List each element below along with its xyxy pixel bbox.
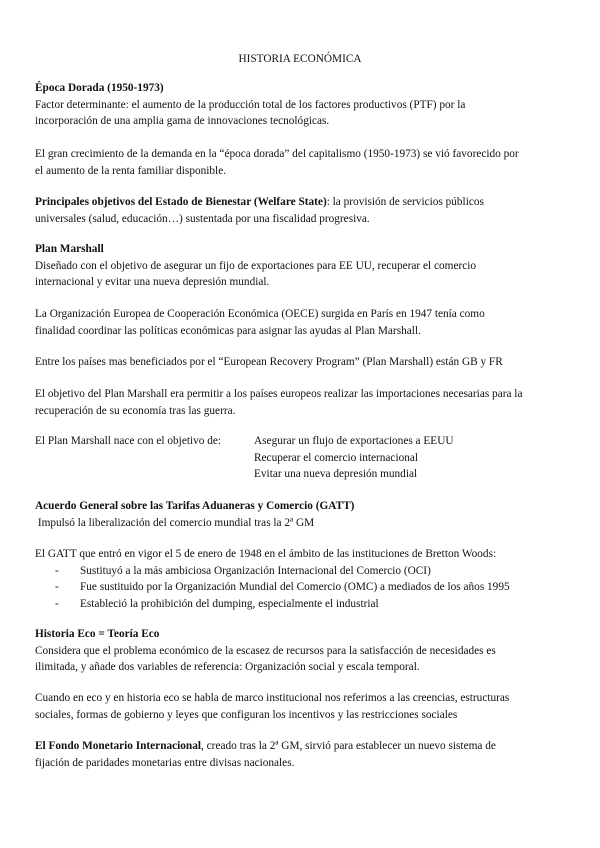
paragraph-fmi xyxy=(35,738,569,771)
bullet-dash: - xyxy=(55,597,59,610)
heading-historia-eco: Historia Eco = Teoría Eco xyxy=(35,628,160,640)
list-item xyxy=(35,579,569,596)
section-epoca-dorada xyxy=(35,80,569,130)
paragraph-marco-institucional xyxy=(35,690,569,723)
bold-term-fmi: El Fondo Monetario Internacional xyxy=(35,740,202,752)
paragraph-estado-bienestar xyxy=(35,194,569,227)
objective-item: Evitar una nueva depresión mundial xyxy=(254,468,418,480)
paragraph-line: Diseñado con el objetivo de asegurar un fijo de exportaciones para EE UU, recuperar el comercio xyxy=(35,259,477,272)
heading-plan-marshall: Plan Marshall xyxy=(35,243,104,255)
paragraph-line xyxy=(35,738,569,755)
paragraph-line: Entre los países mas beneficiados por el “European Recovery Program” (Plan Marshall) están GB y FR xyxy=(35,356,503,368)
paragraph-line: el aumento de la renta familiar disponible. xyxy=(35,164,227,177)
list-item-text: Fue sustituido por la Organización Mundial del Comercio (OMC) a mediados de los años 1995 xyxy=(80,581,510,593)
paragraph-line: Impulsó la liberalización del comercio mundial tras la 2ª GM xyxy=(35,516,315,529)
bullet-dash: - xyxy=(55,564,59,577)
list-item xyxy=(35,563,569,580)
paragraph-line: finalidad coordinar las políticas económicas para asignar las ayudas al Plan Marshall. xyxy=(35,324,421,337)
paragraph-line: El GATT que entró en vigor el 5 de enero de 1948 en el ámbito de las instituciones de Bretton Woods: xyxy=(35,548,497,560)
paragraph-objetivo xyxy=(35,386,569,419)
paragraph-line: sociales, formas de gobierno y leyes que configuran los incentivos y las restricciones sociales xyxy=(35,708,458,721)
objectives-list xyxy=(254,433,454,483)
list-item-text: Estableció la prohibición del dumping, especialmente el industrial xyxy=(80,597,379,610)
paragraph-gatt-vigor xyxy=(35,546,569,612)
paragraph-demanda xyxy=(35,146,569,179)
paragraph-line: Cuando en eco y en historia eco se habla de marco institucional nos referimos a las creencias, estructuras xyxy=(35,692,510,704)
objective-item: Recuperar el comercio internacional xyxy=(254,451,419,464)
document-title: HISTORIA ECONÓMICA xyxy=(238,53,362,65)
bullet-dash: - xyxy=(55,581,59,593)
paragraph-line: ilimitada, y añade dos variables de referencia: Organización social y escala temporal. xyxy=(35,661,420,673)
paragraph-line: fijación de paridades monetarias entre divisas nacionales. xyxy=(35,756,295,769)
paragraph-line: Considera que el problema económico de la escasez de recursos para la satisfacción de necesidades es xyxy=(35,644,496,657)
paragraph-line: recuperación de su economía tras las guerra. xyxy=(35,404,236,417)
paragraph-text: : la provisión de servicios públicos xyxy=(326,196,484,208)
list-item xyxy=(35,596,569,613)
section-plan-marshall xyxy=(35,241,569,291)
heading-gatt: Acuerdo General sobre las Tarifas Aduaneras y Comercio (GATT) xyxy=(35,500,355,512)
paragraph-paises xyxy=(35,354,569,371)
paragraph-line: incorporación de una amplia gama de innovaciones tecnológicas. xyxy=(35,115,330,127)
section-historia-eco xyxy=(35,626,569,676)
section-gatt xyxy=(35,498,569,531)
bold-term-welfare-state: Principales objetivos del Estado de Bienestar (Welfare State) xyxy=(35,196,327,208)
paragraph-line: universales (salud, educación…) sustentada por una fiscalidad progresiva. xyxy=(35,212,370,225)
paragraph-line: La Organización Europea de Cooperación Económica (OECE) surgida en París en 1947 tenía como xyxy=(35,308,485,320)
paragraph-line: Factor determinante: el aumento de la producción total de los factores productivos (PTF) por la xyxy=(35,98,466,111)
paragraph-line: internacional y evitar una nueva depresión mundial. xyxy=(35,276,270,288)
heading-epoca-dorada: Época Dorada (1950-1973) xyxy=(35,82,164,94)
objectives-label: El Plan Marshall nace con el objetivo de: xyxy=(35,435,222,447)
list-item-text: Sustituyó a la más ambiciosa Organización Internacional del Comercio (OCI) xyxy=(80,564,431,577)
paragraph-text: , creado tras la 2ª GM, sirvió para establecer un nuevo sistema de xyxy=(201,740,496,752)
paragraph-line: El gran crecimiento de la demanda en la “época dorada” del capitalismo (1950-1973) se vió favorecido por xyxy=(35,148,519,160)
paragraph-line xyxy=(35,194,569,211)
paragraph-oece xyxy=(35,306,569,339)
paragraph-line: El objetivo del Plan Marshall era permitir a los países europeos realizar las importaciones necesarias para la xyxy=(35,388,523,400)
objective-item: Asegurar un flujo de exportaciones a EEUU xyxy=(254,435,454,447)
